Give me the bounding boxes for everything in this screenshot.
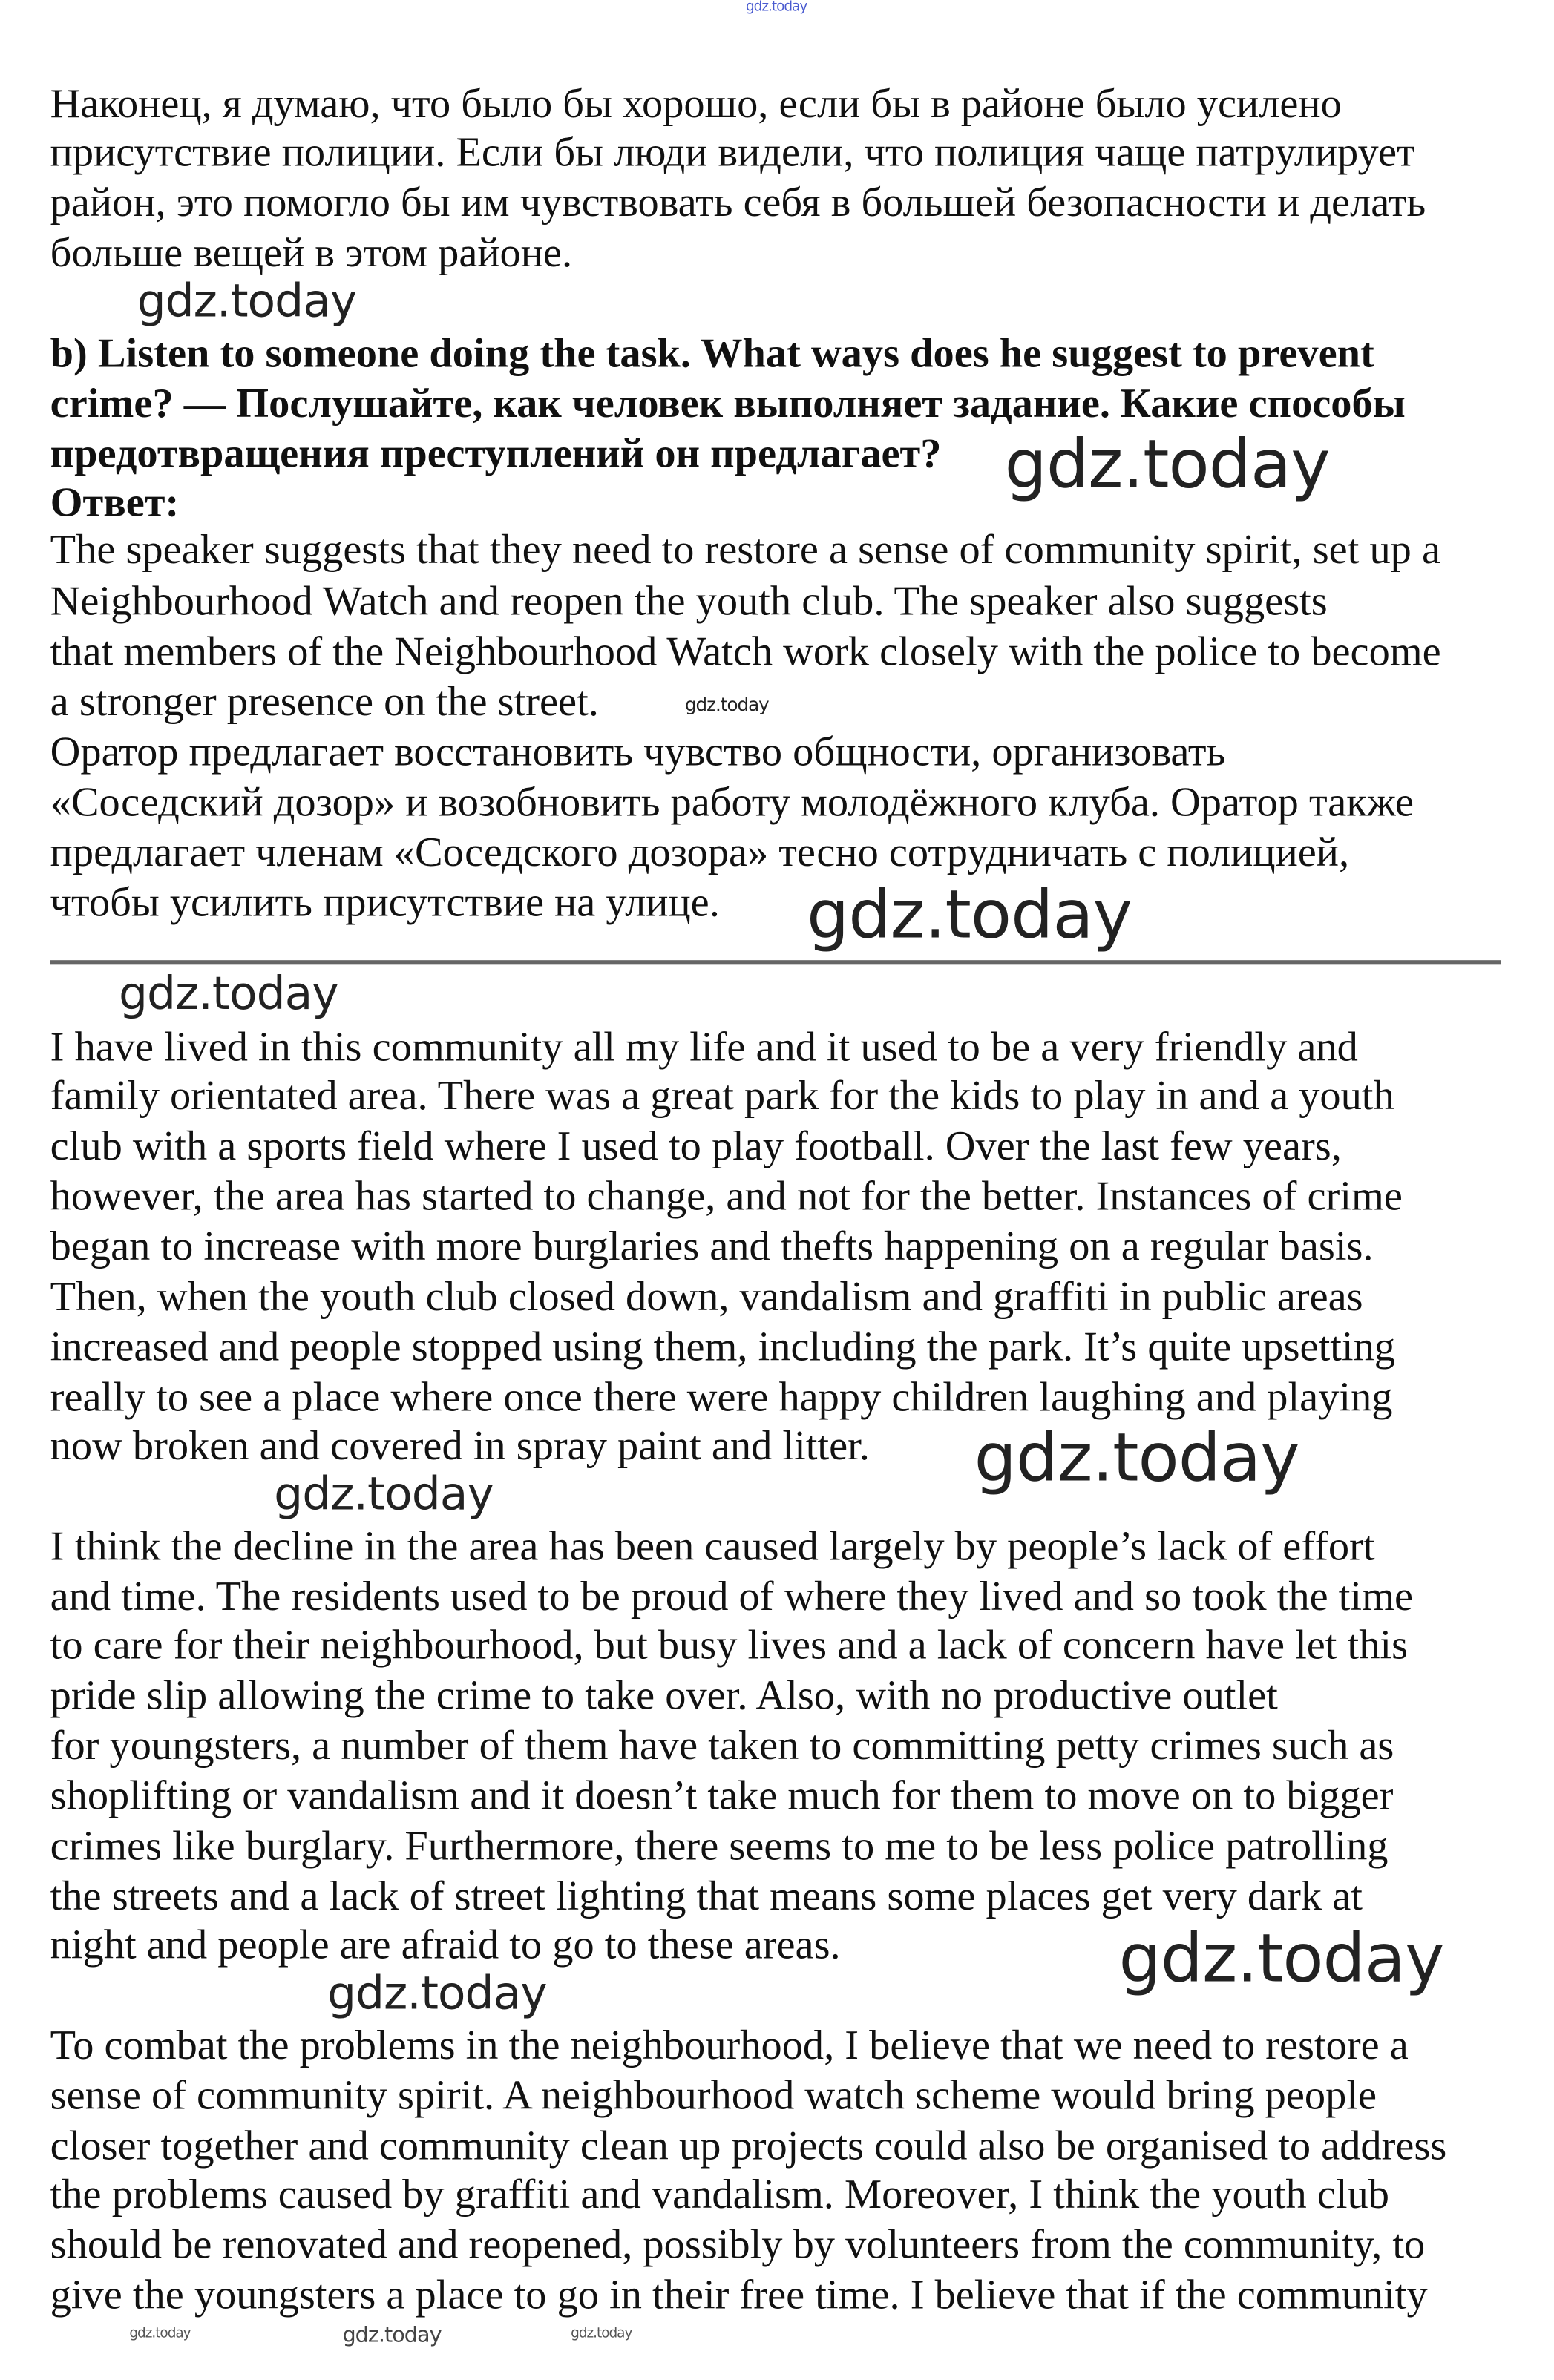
transcript-line: for youngsters, a number of them have taken to committing petty crimes such as xyxy=(50,1720,1394,1769)
transcript-line: club with a sports field where I used to play football. Over the last few years, xyxy=(50,1121,1342,1169)
transcript-line: night and people are afraid to go to these areas. xyxy=(50,1920,841,1968)
transcript-line: I think the decline in the area has been caused largely by people’s lack of effort xyxy=(50,1522,1375,1569)
transcript-line: began to increase with more burglaries and thefts happening on a regular basis. xyxy=(50,1221,1374,1269)
transcript-line: To combat the problems in the neighbourhood, I believe that we need to restore a xyxy=(50,2020,1409,2068)
transcript-line: family orientated area. There was a great park for the kids to play in and a youth xyxy=(50,1071,1394,1119)
answer-ru-line: чтобы усилить присутствие на улице. xyxy=(50,878,720,926)
answer-ru-line: «Соседский дозор» и возобновить работу молодёжного клуба. Оратор также xyxy=(50,778,1414,825)
transcript-line: and time. The residents used to be proud of where they lived and so took the time xyxy=(50,1571,1414,1620)
transcript-line: pride slip allowing the crime to take over. Also, with no productive outlet xyxy=(50,1670,1278,1718)
answer-en-line: The speaker suggests that they need to restore a sense of community spirit, set up a xyxy=(50,525,1441,573)
watermark: gdz.today xyxy=(807,876,1132,954)
watermark: gdz.today xyxy=(1118,1920,1444,1998)
transcript-line: should be renovated and reopened, possibly by volunteers from the community, to xyxy=(50,2220,1426,2267)
ru-paragraph-line: район, это помогло бы им чувствовать себя в большей безопасности и делать xyxy=(50,177,1426,226)
transcript-line: give the youngsters a place to go in their free time. I believe that if the community xyxy=(50,2270,1428,2318)
transcript-line: shoplifting or vandalism and it doesn’t take much for them to move on to bigger xyxy=(50,1771,1394,1818)
watermark: gdz.today xyxy=(342,2323,442,2348)
answer-label: Ответ: xyxy=(50,478,180,525)
watermark: gdz.today xyxy=(974,1419,1299,1498)
ru-paragraph-line: больше вещей в этом районе. xyxy=(50,228,573,276)
header-watermark: gdz.today xyxy=(745,0,807,16)
watermark: gdz.today xyxy=(1004,426,1330,504)
transcript-line: now broken and covered in spray paint and litter. xyxy=(50,1421,870,1469)
watermark: gdz.today xyxy=(118,967,338,1022)
transcript-line: Then, when the youth club closed down, vandalism and graffiti in public areas xyxy=(50,1272,1363,1320)
watermark: gdz.today xyxy=(327,1967,547,2021)
watermark: gdz.today xyxy=(137,275,357,329)
watermark: gdz.today xyxy=(129,2326,191,2342)
transcript-line: the problems caused by graffiti and vandalism. Moreover, I think the youth club xyxy=(50,2169,1389,2218)
answer-ru-line: Оратор предлагает восстановить чувство общности, организовать xyxy=(50,727,1226,775)
task-heading-line: crime? — Послушайте, как человек выполняет задание. Какие способы xyxy=(50,378,1406,427)
transcript-line: really to see a place where once there were happy children laughing and playing xyxy=(50,1373,1393,1420)
ru-paragraph-line: Наконец, я думаю, что было бы хорошо, если бы в районе было усилено xyxy=(50,79,1342,127)
transcript-line: sense of community spirit. A neighbourhood watch scheme would bring people xyxy=(50,2071,1377,2118)
watermark: gdz.today xyxy=(571,2326,632,2342)
answer-ru-line: предлагает членам «Соседского дозора» тесно сотрудничать с полицией, xyxy=(50,827,1350,875)
answer-en-line: that members of the Neighbourhood Watch work closely with the police to become xyxy=(50,627,1441,674)
transcript-line: I have lived in this community all my life and it used to be a very friendly and xyxy=(50,1022,1358,1070)
transcript-line: increased and people stopped using them, including the park. It’s quite upsetting xyxy=(50,1322,1396,1370)
task-heading-line: предотвращения преступлений он предлагает? xyxy=(50,429,942,476)
section-divider xyxy=(50,960,1501,964)
watermark: gdz.today xyxy=(274,1468,494,1522)
transcript-line: to care for their neighbourhood, but busy lives and a lack of concern have let this xyxy=(50,1620,1409,1668)
transcript-line: crimes like burglary. Furthermore, there seems to me to be less police patrolling xyxy=(50,1821,1389,1869)
answer-en-line: a stronger presence on the street. xyxy=(50,677,599,725)
ru-paragraph-line: присутствие полиции. Если бы люди видели, что полиция чаще патрулирует xyxy=(50,128,1415,175)
transcript-line: closer together and community clean up projects could also be organised to address xyxy=(50,2121,1447,2169)
task-heading-line: b) Listen to someone doing the task. What ways does he suggest to prevent xyxy=(50,329,1374,376)
transcript-line: the streets and a lack of street lighting that means some places get very dark at xyxy=(50,1871,1363,1919)
answer-en-line: Neighbourhood Watch and reopen the youth club. The speaker also suggests xyxy=(50,576,1328,624)
watermark: gdz.today xyxy=(684,694,769,715)
transcript-line: however, the area has started to change, and not for the better. Instances of crime xyxy=(50,1171,1403,1219)
